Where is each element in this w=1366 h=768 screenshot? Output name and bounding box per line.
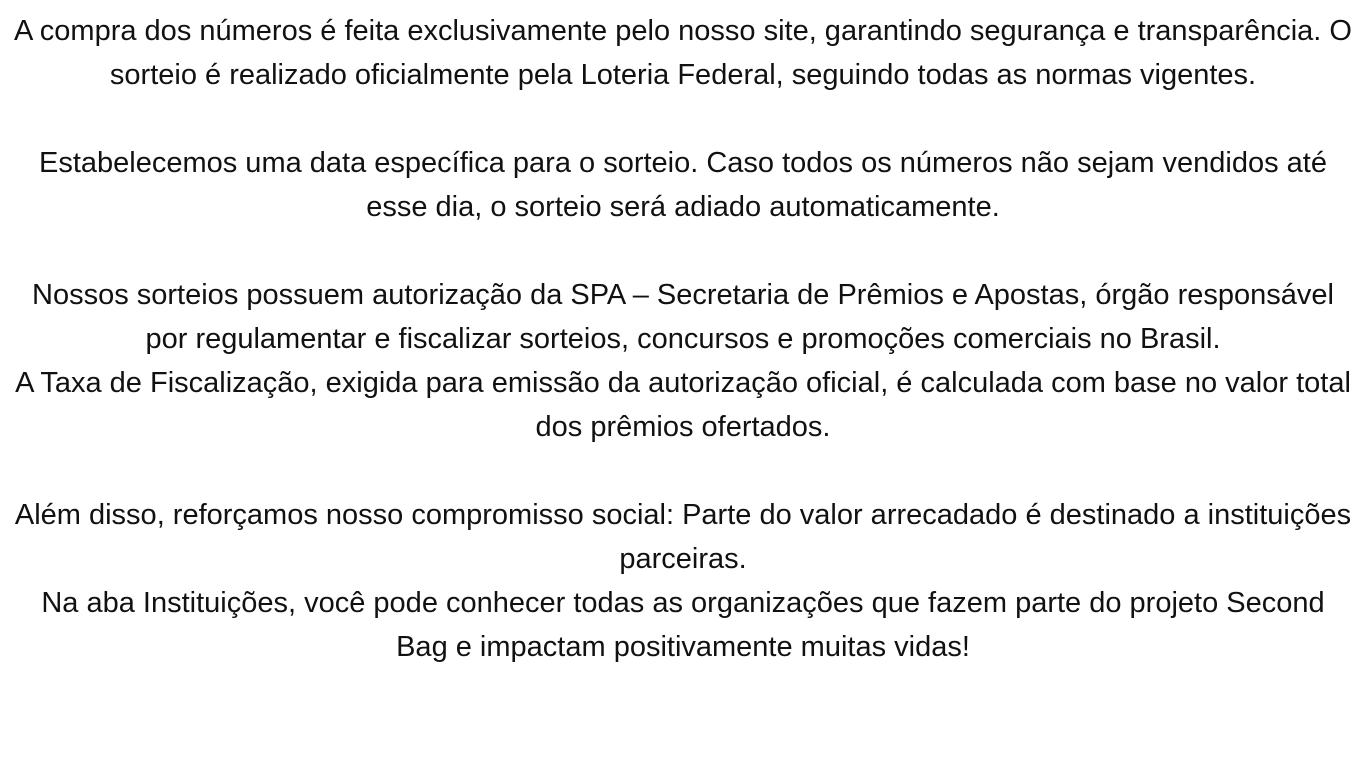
draw-date-paragraph: Estabelecemos uma data específica para o sorteio. Caso todos os números não sejam vendidos até esse dia, o sorteio será adiado automaticamente. xyxy=(38,147,1327,223)
info-text-block xyxy=(12,9,1354,669)
authorization-paragraph: Nossos sorteios possuem autorização da SPA – Secretaria de Prêmios e Apostas, órgão responsável por regulamentar e fiscalizar sorteios, concursos e promoções comerciais no Brasil. xyxy=(32,279,1334,355)
inspection-fee-paragraph: A Taxa de Fiscalização, exigida para emissão da autorização oficial, é calculada com base no valor total dos prêmios ofertados. xyxy=(15,367,1351,443)
paragraph-spacer xyxy=(12,449,1354,493)
institutions-paragraph: Na aba Instituições, você pode conhecer todas as organizações que fazem parte do projeto Second Bag e impactam positivamente muitas vidas! xyxy=(41,587,1325,663)
purchase-security-paragraph: A compra dos números é feita exclusivamente pelo nosso site, garantindo segurança e transparência. O sorteio é realizado oficialmente pela Loteria Federal, seguindo todas as normas vigentes. xyxy=(14,15,1352,91)
social-commitment-paragraph: Além disso, reforçamos nosso compromisso social: Parte do valor arrecadado é destinado a instituições parceiras. xyxy=(14,499,1352,575)
paragraph-spacer xyxy=(12,229,1354,273)
paragraph-spacer xyxy=(12,97,1354,141)
